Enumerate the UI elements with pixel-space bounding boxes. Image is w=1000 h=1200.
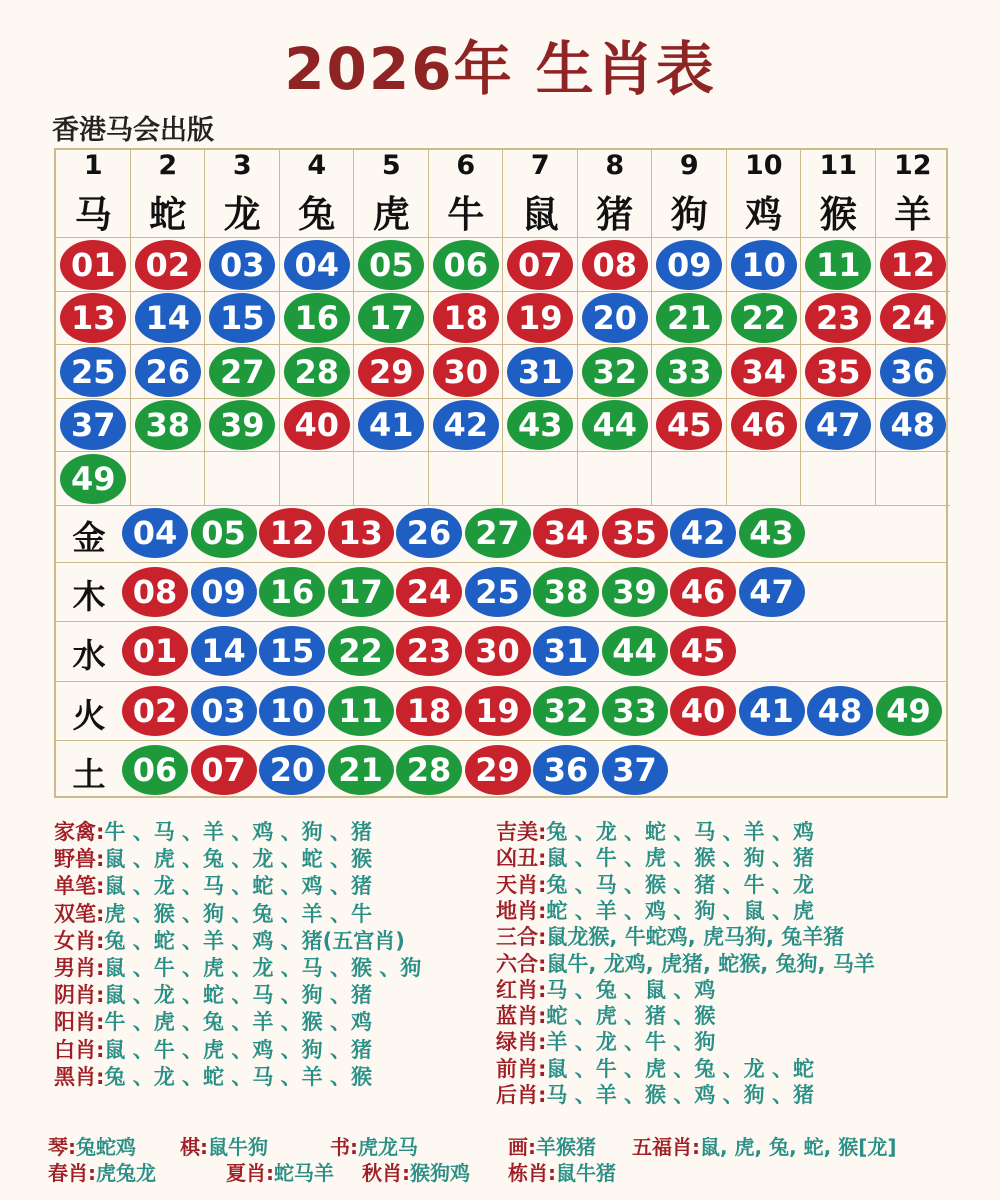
attribute-value: 马 、羊 、猴 、鸡 、狗 、猪 [546, 1083, 814, 1107]
element-label: 金 [72, 518, 106, 557]
number-ball-39: 39 [209, 400, 275, 450]
attribute-line [330, 1131, 418, 1160]
number-ball-28: 28 [284, 347, 350, 397]
number-ball-33: 33 [656, 347, 722, 397]
number-ball-32: 32 [582, 347, 648, 397]
attribute-key: 天肖: [496, 872, 547, 897]
attribute-line [54, 843, 372, 873]
number-ball-27: 27 [209, 347, 275, 397]
attribute-line [48, 1157, 156, 1186]
attribute-value: 鼠 、牛 、虎 、龙 、马 、猴 、狗 [104, 956, 422, 980]
attribute-value: 羊猴猪 [536, 1135, 596, 1159]
number-ball-45: 45 [670, 626, 736, 676]
attribute-value: 兔 、马 、猴 、猪 、牛 、龙 [546, 872, 814, 897]
zodiac-number: 10 [744, 150, 783, 181]
number-ball-47: 47 [739, 567, 805, 617]
number-ball-42: 42 [670, 508, 736, 558]
zodiac-grid-cell [131, 452, 206, 506]
number-ball-43: 43 [507, 400, 573, 450]
zodiac-name: 牛 [447, 193, 485, 236]
attribute-line [54, 979, 372, 1009]
number-ball-02: 02 [122, 686, 188, 736]
attribute-key: 栋肖: [508, 1161, 556, 1185]
number-ball-37: 37 [602, 745, 668, 795]
attribute-line [496, 1079, 814, 1109]
attribute-key: 春肖: [48, 1161, 96, 1185]
number-ball-08: 08 [122, 567, 188, 617]
number-ball-43: 43 [739, 508, 805, 558]
number-ball-31: 31 [533, 626, 599, 676]
number-ball-16: 16 [259, 567, 325, 617]
attribute-line [54, 952, 421, 982]
zodiac-grid-cell [280, 452, 355, 506]
attribute-key: 六合: [496, 951, 547, 976]
zodiac-table [54, 148, 948, 798]
number-ball-48: 48 [807, 686, 873, 736]
number-ball-03: 03 [209, 240, 275, 290]
number-ball-26: 26 [135, 347, 201, 397]
number-ball-05: 05 [191, 508, 257, 558]
number-ball-11: 11 [805, 240, 871, 290]
number-ball-15: 15 [209, 293, 275, 343]
attribute-key: 琴: [48, 1135, 76, 1159]
number-ball-30: 30 [465, 626, 531, 676]
zodiac-name: 猪 [596, 193, 634, 236]
number-ball-37: 37 [60, 400, 126, 450]
attribute-key: 秋肖: [362, 1161, 410, 1185]
number-ball-12: 12 [259, 508, 325, 558]
attribute-value: 蛇 、羊 、鸡 、狗 、鼠 、虎 [546, 898, 814, 923]
number-ball-17: 17 [328, 567, 394, 617]
number-ball-39: 39 [602, 567, 668, 617]
number-ball-32: 32 [533, 686, 599, 736]
zodiac-name: 羊 [894, 193, 932, 236]
number-ball-14: 14 [135, 293, 201, 343]
zodiac-number: 1 [83, 150, 103, 181]
number-ball-19: 19 [507, 293, 573, 343]
attribute-value: 鼠 、牛 、虎 、兔 、龙 、蛇 [546, 1056, 814, 1081]
attribute-key: 阳肖: [54, 1010, 105, 1035]
number-ball-33: 33 [602, 686, 668, 736]
number-ball-16: 16 [284, 293, 350, 343]
attribute-line [508, 1131, 596, 1160]
zodiac-name: 猴 [819, 193, 857, 236]
attribute-value: 鼠, 虎, 兔, 蛇, 猴[龙] [700, 1135, 897, 1159]
number-ball-46: 46 [731, 400, 797, 450]
number-ball-28: 28 [396, 745, 462, 795]
attribute-value: 虎 、猴 、狗 、兔 、羊 、牛 [104, 901, 372, 926]
zodiac-number: 11 [819, 150, 858, 181]
attribute-key: 女肖: [54, 928, 105, 953]
number-ball-49: 49 [876, 686, 942, 736]
attribute-line [54, 816, 372, 846]
attribute-key: 家禽: [54, 820, 105, 844]
number-ball-02: 02 [135, 240, 201, 290]
number-ball-38: 38 [135, 400, 201, 450]
attribute-line [180, 1131, 268, 1160]
number-ball-22: 22 [328, 626, 394, 676]
zodiac-grid-cell [578, 452, 653, 506]
attribute-key: 绿肖: [496, 1030, 547, 1055]
attribute-line [54, 1061, 372, 1091]
number-ball-23: 23 [805, 293, 871, 343]
element-label: 火 [72, 695, 106, 735]
number-ball-25: 25 [465, 567, 531, 617]
attribute-key: 五福肖: [632, 1135, 700, 1159]
attribute-line [54, 925, 405, 955]
element-label: 土 [72, 754, 106, 794]
number-ball-44: 44 [602, 626, 668, 676]
attribute-value: 鼠牛狗 [208, 1135, 268, 1159]
zodiac-name: 虎 [372, 193, 410, 236]
zodiac-name: 蛇 [149, 193, 187, 236]
attribute-key: 书: [330, 1135, 358, 1159]
number-ball-34: 34 [533, 508, 599, 558]
number-ball-45: 45 [656, 400, 722, 450]
number-ball-40: 40 [670, 686, 736, 736]
number-ball-15: 15 [259, 626, 325, 676]
zodiac-name: 鸡 [745, 193, 783, 236]
attribute-value: 鼠龙猴, 牛蛇鸡, 虎马狗, 兔羊猪 [546, 925, 845, 950]
number-ball-44: 44 [582, 400, 648, 450]
number-ball-40: 40 [284, 400, 350, 450]
number-ball-48: 48 [880, 400, 946, 450]
zodiac-number: 9 [679, 150, 699, 181]
number-ball-20: 20 [259, 745, 325, 795]
number-ball-24: 24 [396, 567, 462, 617]
number-ball-04: 04 [284, 240, 350, 290]
zodiac-number: 4 [307, 150, 327, 181]
number-ball-06: 06 [433, 240, 499, 290]
number-ball-29: 29 [465, 745, 531, 795]
attribute-key: 夏肖: [226, 1161, 274, 1185]
number-ball-46: 46 [670, 567, 736, 617]
number-ball-09: 09 [191, 567, 257, 617]
attribute-line [508, 1157, 616, 1186]
publisher-label: 香港马会出版 [52, 115, 214, 146]
attribute-key: 蓝肖: [496, 1004, 547, 1029]
number-ball-26: 26 [396, 508, 462, 558]
zodiac-name: 兔 [298, 193, 336, 236]
zodiac-grid-cell [652, 452, 727, 506]
number-ball-09: 09 [656, 240, 722, 290]
number-ball-10: 10 [731, 240, 797, 290]
number-ball-10: 10 [259, 686, 325, 736]
number-ball-30: 30 [433, 347, 499, 397]
number-ball-24: 24 [880, 293, 946, 343]
number-ball-20: 20 [582, 293, 648, 343]
attribute-key: 白肖: [54, 1037, 105, 1062]
zodiac-number: 12 [893, 150, 932, 181]
attribute-value: 鼠 、牛 、虎 、猴 、狗 、猪 [546, 846, 814, 871]
number-ball-17: 17 [358, 293, 424, 343]
attribute-key: 黑肖: [54, 1064, 105, 1089]
attribute-key: 阴肖: [54, 983, 105, 1008]
attribute-value: 蛇 、虎 、猪 、猴 [546, 1004, 716, 1029]
attribute-key: 野兽: [54, 847, 105, 872]
number-ball-03: 03 [191, 686, 257, 736]
attribute-value: 鼠 、牛 、虎 、鸡 、狗 、猪 [104, 1037, 372, 1062]
attribute-line [632, 1131, 897, 1160]
number-ball-22: 22 [731, 293, 797, 343]
attribute-key: 画: [508, 1135, 536, 1159]
number-ball-29: 29 [358, 347, 424, 397]
zodiac-name: 鼠 [521, 193, 559, 236]
number-ball-21: 21 [328, 745, 394, 795]
attribute-key: 地肖: [496, 898, 547, 923]
attribute-value: 羊 、龙 、牛 、狗 [546, 1030, 716, 1055]
attribute-line [54, 870, 372, 900]
number-ball-14: 14 [191, 626, 257, 676]
number-ball-35: 35 [602, 508, 668, 558]
attribute-value: 虎兔龙 [96, 1161, 156, 1185]
number-ball-49: 49 [60, 454, 126, 504]
attribute-key: 红肖: [496, 977, 547, 1002]
attribute-value: 牛 、虎 、兔 、羊 、猴 、鸡 [104, 1010, 372, 1035]
attribute-value: 鼠 、龙 、蛇 、马 、狗 、猪 [104, 983, 372, 1008]
number-ball-13: 13 [328, 508, 394, 558]
number-ball-01: 01 [122, 626, 188, 676]
zodiac-grid-cell [429, 452, 504, 506]
zodiac-grid-cell [354, 452, 429, 506]
attribute-value: 鼠 、龙 、马 、蛇 、鸡 、猪 [104, 874, 372, 899]
number-ball-25: 25 [60, 347, 126, 397]
number-ball-27: 27 [465, 508, 531, 558]
page-title: 2026年 生肖表 [284, 35, 716, 103]
number-ball-42: 42 [433, 400, 499, 450]
attribute-value: 兔 、蛇 、羊 、鸡 、猪(五宫肖) [104, 928, 405, 953]
number-ball-08: 08 [582, 240, 648, 290]
number-ball-31: 31 [507, 347, 573, 397]
zodiac-grid-cell [205, 452, 280, 506]
number-ball-35: 35 [805, 347, 871, 397]
number-ball-41: 41 [358, 400, 424, 450]
number-ball-23: 23 [396, 626, 462, 676]
attribute-key: 后肖: [496, 1083, 547, 1107]
attribute-key: 单笔: [54, 874, 105, 899]
zodiac-number: 6 [456, 150, 476, 181]
attribute-line [54, 1034, 372, 1064]
attribute-key: 前肖: [496, 1056, 547, 1081]
zodiac-name: 龙 [223, 193, 261, 236]
attribute-value: 鼠 、虎 、兔 、龙 、蛇 、猴 [104, 847, 372, 872]
attribute-value: 兔蛇鸡 [76, 1135, 136, 1159]
attribute-line [54, 898, 372, 928]
zodiac-grid-cell [801, 452, 876, 506]
number-ball-21: 21 [656, 293, 722, 343]
number-ball-36: 36 [533, 745, 599, 795]
attribute-value: 鼠牛猪 [556, 1161, 616, 1185]
number-ball-07: 07 [191, 745, 257, 795]
attribute-value: 马 、兔 、鼠 、鸡 [546, 977, 716, 1002]
element-label: 木 [72, 577, 106, 617]
attribute-key: 男肖: [54, 956, 105, 980]
attribute-line [226, 1157, 334, 1186]
number-ball-47: 47 [805, 400, 871, 450]
number-ball-41: 41 [739, 686, 805, 736]
zodiac-grid-cell [727, 452, 802, 506]
number-ball-18: 18 [396, 686, 462, 736]
number-ball-01: 01 [60, 240, 126, 290]
zodiac-number: 3 [232, 150, 252, 181]
attribute-key: 双笔: [54, 901, 105, 926]
number-ball-38: 38 [533, 567, 599, 617]
number-ball-18: 18 [433, 293, 499, 343]
attribute-line [48, 1131, 136, 1160]
attribute-line [54, 1006, 372, 1036]
number-ball-36: 36 [880, 347, 946, 397]
number-ball-11: 11 [328, 686, 394, 736]
number-ball-13: 13 [60, 293, 126, 343]
number-ball-06: 06 [122, 745, 188, 795]
number-ball-05: 05 [358, 240, 424, 290]
number-ball-07: 07 [507, 240, 573, 290]
attribute-value: 兔 、龙 、蛇 、马 、羊 、鸡 [546, 820, 814, 844]
zodiac-number: 8 [605, 150, 625, 181]
zodiac-name: 狗 [670, 193, 708, 236]
zodiac-number: 5 [381, 150, 401, 181]
zodiac-grid-cell [503, 452, 578, 506]
attribute-value: 鼠牛, 龙鸡, 虎猪, 蛇猴, 兔狗, 马羊 [546, 951, 875, 976]
zodiac-grid-cell [876, 452, 951, 506]
attribute-key: 吉美: [496, 820, 547, 844]
zodiac-name: 马 [74, 193, 112, 236]
attribute-key: 三合: [496, 925, 547, 950]
attribute-value: 猴狗鸡 [410, 1161, 470, 1185]
number-ball-12: 12 [880, 240, 946, 290]
zodiac-number: 2 [158, 150, 178, 181]
attribute-key: 凶丑: [496, 846, 547, 871]
element-label: 水 [72, 636, 106, 676]
attribute-line [362, 1157, 470, 1186]
attribute-value: 蛇马羊 [274, 1161, 334, 1185]
number-ball-19: 19 [465, 686, 531, 736]
attribute-value: 牛 、马 、羊 、鸡 、狗 、猪 [104, 820, 372, 844]
zodiac-number: 7 [530, 150, 550, 181]
number-ball-34: 34 [731, 347, 797, 397]
attribute-value: 兔 、龙 、蛇 、马 、羊 、猴 [104, 1064, 372, 1089]
attribute-value: 虎龙马 [358, 1135, 418, 1159]
attribute-key: 棋: [180, 1135, 208, 1159]
number-ball-04: 04 [122, 508, 188, 558]
